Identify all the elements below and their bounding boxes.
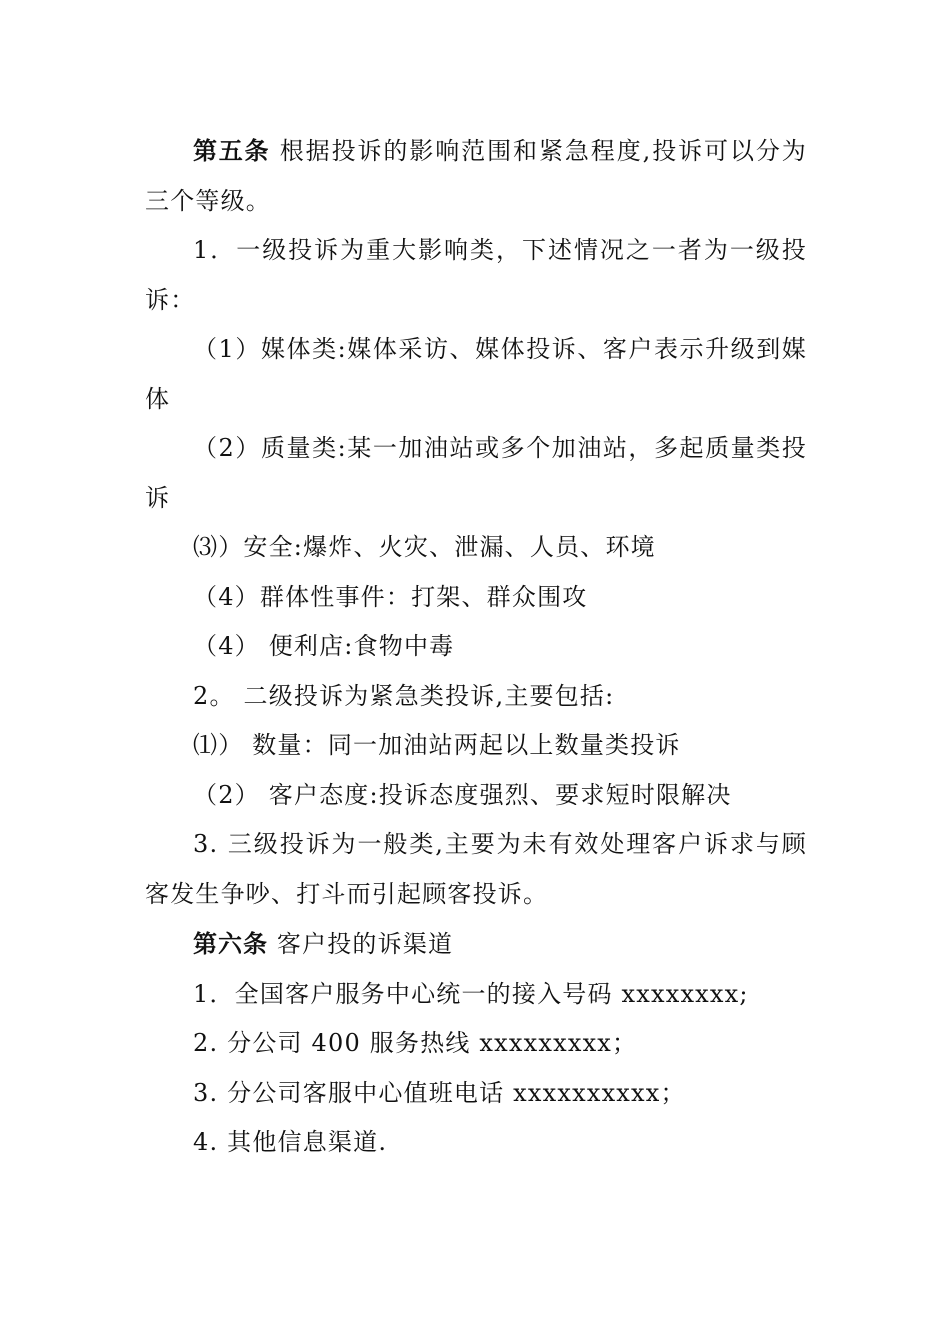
paragraph-channel-4 xyxy=(145,1118,807,1168)
paragraph-channel-2 xyxy=(145,1019,807,1069)
paragraph-level-3 xyxy=(145,820,807,919)
paragraph-text: 根据投诉的影响范围和紧急程度,投诉可以分为三个等级。 xyxy=(145,137,808,215)
paragraph-article-5 xyxy=(145,126,807,226)
paragraph-level-1 xyxy=(145,226,807,325)
paragraph-quantity xyxy=(145,721,807,771)
paragraph-text: （4） 便利店:食物中毒 xyxy=(193,632,455,660)
paragraph-text: ⑴） 数量：同一加油站两起以上数量类投诉 xyxy=(193,731,681,759)
paragraph-text: （4）群体性事件：打架、群众围攻 xyxy=(193,582,588,611)
paragraph-quality xyxy=(145,424,807,523)
paragraph-text: ⑶）安全:爆炸、火灾、泄漏、人员、环境 xyxy=(193,533,656,561)
paragraph-text: 客户投的诉渠道 xyxy=(268,930,454,958)
paragraph-attitude xyxy=(145,771,807,821)
paragraph-media xyxy=(145,325,807,424)
paragraph-level-2 xyxy=(145,672,807,722)
article-heading: 第五条 xyxy=(193,136,271,165)
paragraph-text: 1．全国客户服务中心统一的接入号码 xxxxxxxx; xyxy=(193,979,749,1008)
paragraph-channel-1 xyxy=(145,970,807,1020)
document-body xyxy=(145,126,807,1168)
paragraph-safety xyxy=(145,523,807,573)
paragraph-text: 2。 二级投诉为紧急类投诉,主要包括: xyxy=(193,681,615,710)
paragraph-text: 2. 分公司 400 服务热线 xxxxxxxxx； xyxy=(193,1029,638,1057)
paragraph-text: 4. 其他信息渠道. xyxy=(193,1128,388,1156)
paragraph-text: （1）媒体类:媒体采访、媒体投诉、客户表示升级到媒体 xyxy=(145,335,807,413)
paragraph-text: （2）质量类:某一加油站或多个加油站，多起质量类投诉 xyxy=(145,434,807,512)
paragraph-store xyxy=(145,622,807,672)
paragraph-group-event xyxy=(145,573,807,623)
paragraph-text: 1．一级投诉为重大影响类，下述情况之一者为一级投诉： xyxy=(145,236,807,314)
article-heading: 第六条 xyxy=(193,929,268,958)
paragraph-text: （2） 客户态度:投诉态度强烈、要求短时限解决 xyxy=(193,780,732,809)
paragraph-text: 3. 三级投诉为一般类,主要为未有效处理客户诉求与顾客发生争吵、打斗而引起顾客投诉。 xyxy=(145,830,807,908)
paragraph-channel-3 xyxy=(145,1069,807,1119)
paragraph-text: 3. 分公司客服中心值班电话 xxxxxxxxxx； xyxy=(193,1078,686,1107)
paragraph-article-6 xyxy=(145,919,807,970)
